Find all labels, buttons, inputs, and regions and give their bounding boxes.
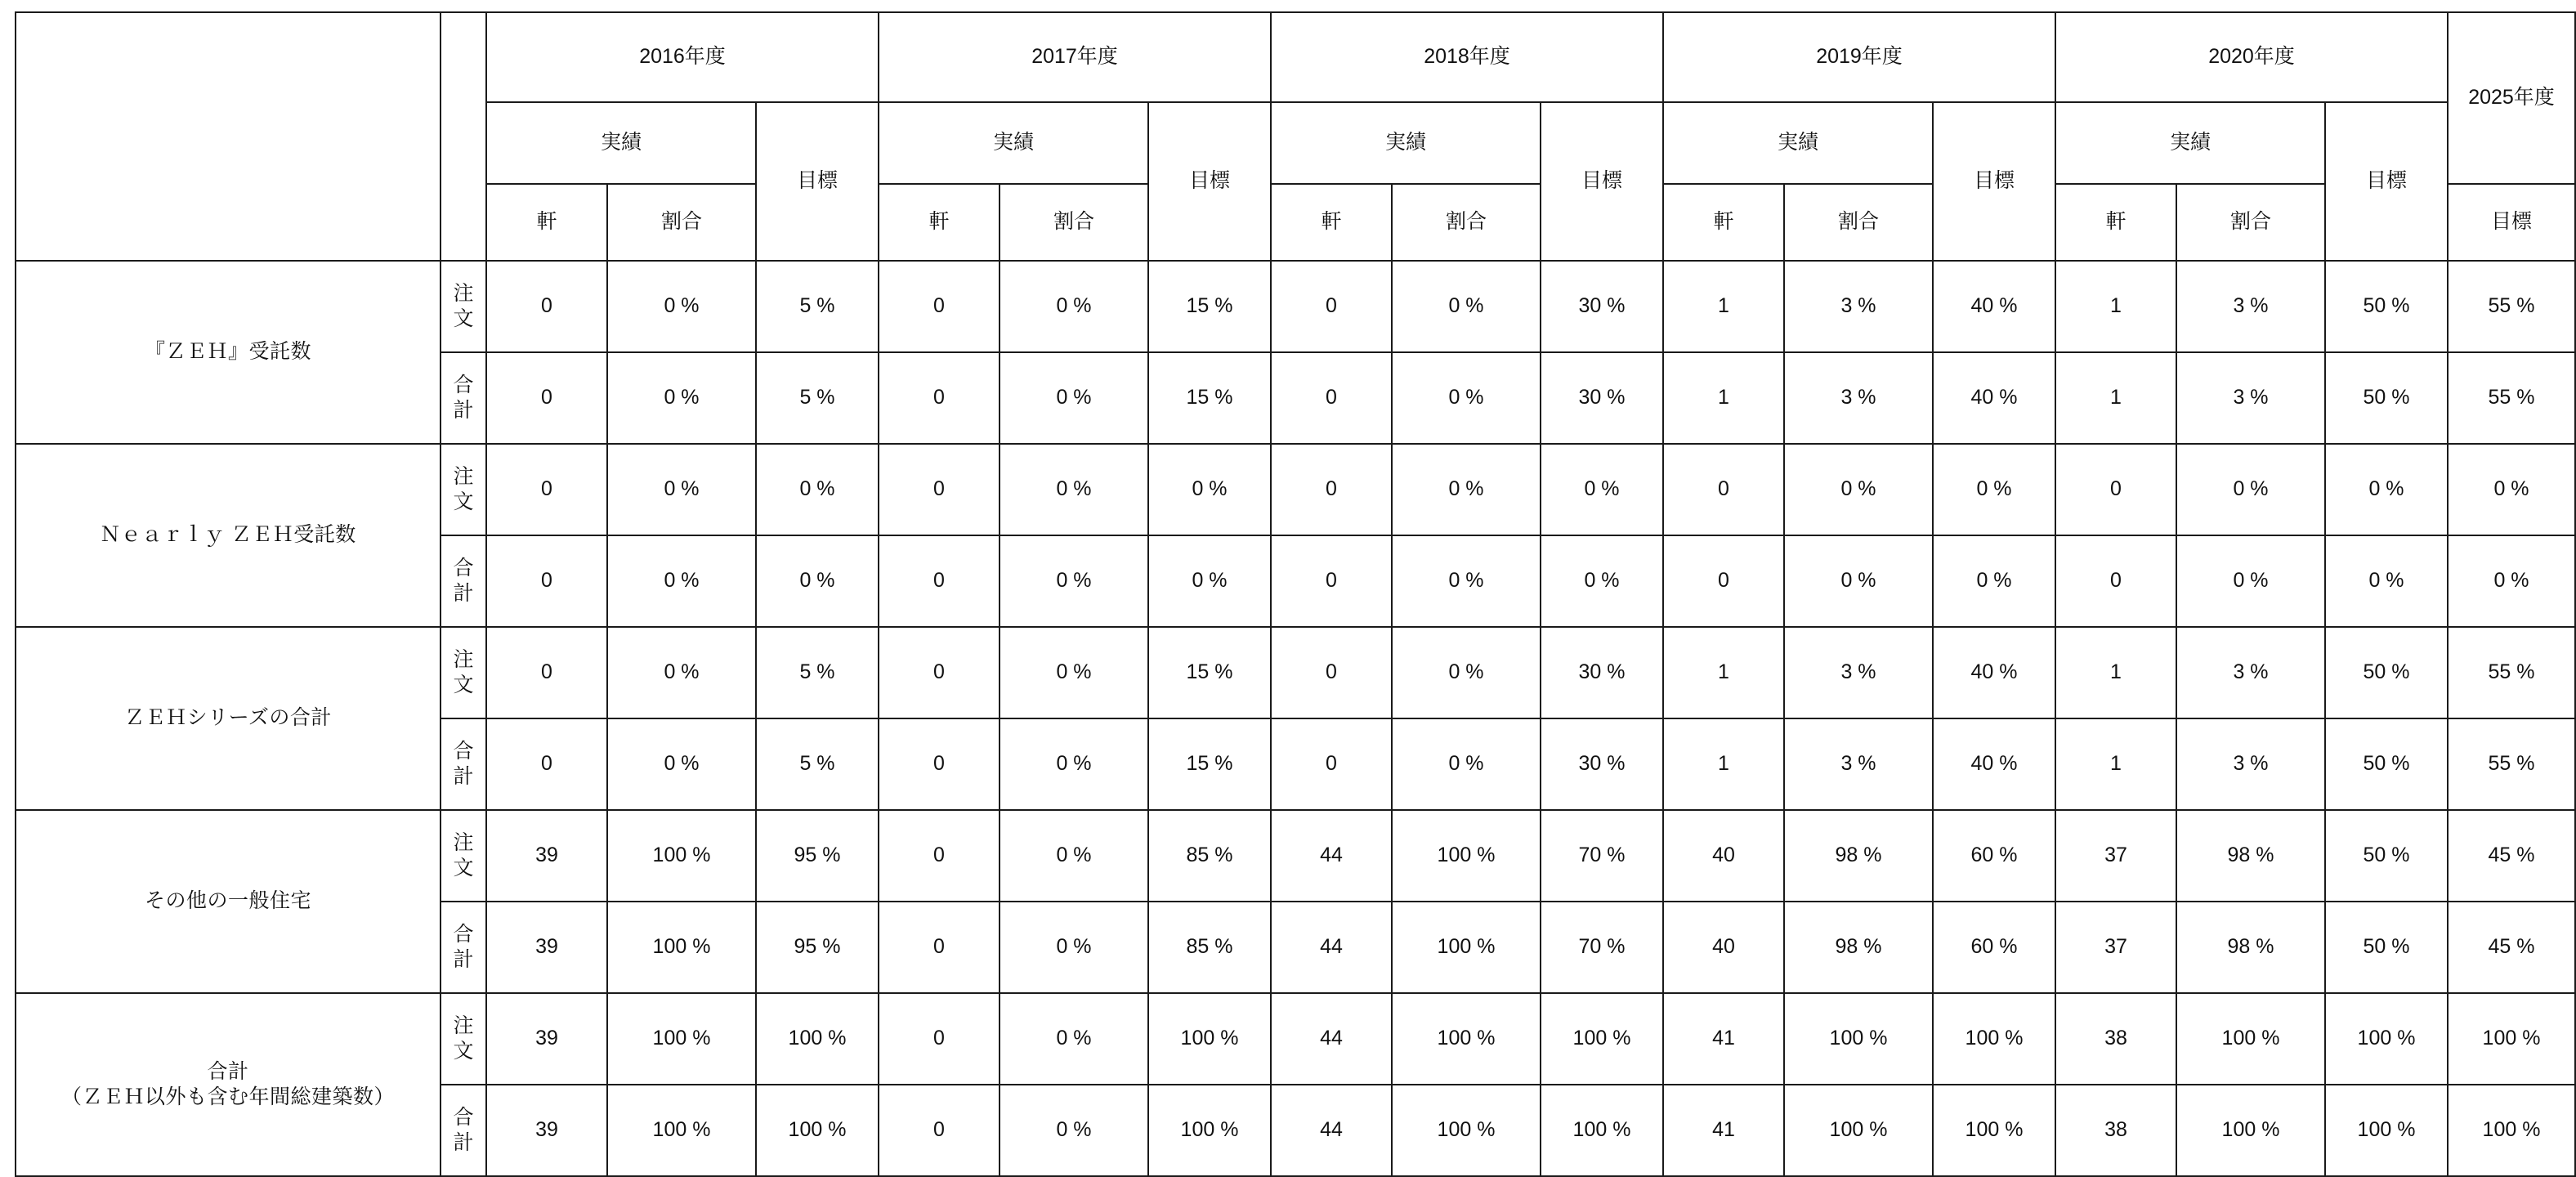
group-header-mokuhyou-2020: 目標 xyxy=(2325,102,2448,261)
cell-value: 45 % xyxy=(2448,902,2575,993)
cell-value: 0 % xyxy=(1784,535,1933,627)
cell-value: 100 % xyxy=(2448,993,2575,1085)
cell-value: 30 % xyxy=(1541,718,1663,810)
cell-value: 100 % xyxy=(607,810,756,902)
cell-value: 1 xyxy=(1663,261,1784,352)
cell-value: 0 xyxy=(486,261,607,352)
cell-value: 100 % xyxy=(2325,1085,2448,1176)
row-type-chumon xyxy=(441,810,486,902)
cell-value: 3 % xyxy=(1784,352,1933,444)
cell-value: 0 xyxy=(486,352,607,444)
cell-value: 3 % xyxy=(1784,627,1933,718)
cell-value: 100 % xyxy=(1392,902,1541,993)
group-header-jisseki-2019: 実績 xyxy=(1663,102,1933,184)
cell-value: 3 % xyxy=(1784,718,1933,810)
cell-value: 44 xyxy=(1271,993,1392,1085)
cell-value: 98 % xyxy=(1784,902,1933,993)
cell-value: 60 % xyxy=(1933,902,2055,993)
cell-value: 5 % xyxy=(756,718,879,810)
cell-value: 38 xyxy=(2055,1085,2176,1176)
cell-value: 50 % xyxy=(2325,810,2448,902)
cell-value: 95 % xyxy=(756,810,879,902)
subheader-ken-2018: 軒 xyxy=(1271,184,1392,261)
cell-value: 0 % xyxy=(1000,810,1148,902)
cell-value: 100 % xyxy=(1541,1085,1663,1176)
cell-value: 0 % xyxy=(1541,535,1663,627)
cell-value: 50 % xyxy=(2325,627,2448,718)
type-char-2: 計 xyxy=(453,1131,474,1154)
type-char-1: 合 xyxy=(453,373,474,396)
type-char-1: 合 xyxy=(453,739,474,763)
cell-value: 0 % xyxy=(607,627,756,718)
row-label-grand-total-line1: 合計 xyxy=(207,1059,249,1083)
cell-value: 0 % xyxy=(2176,535,2325,627)
cell-value: 98 % xyxy=(2176,810,2325,902)
cell-value: 0 xyxy=(1271,627,1392,718)
subheader-mokuhyou-2025: 目標 xyxy=(2448,184,2575,261)
row-type-goukei xyxy=(441,1085,486,1176)
cell-value: 0 % xyxy=(2448,535,2575,627)
cell-value: 50 % xyxy=(2325,261,2448,352)
cell-value: 0 xyxy=(2055,444,2176,535)
cell-value: 1 xyxy=(2055,718,2176,810)
cell-value: 0 % xyxy=(2325,444,2448,535)
row-type-chumon xyxy=(441,444,486,535)
type-char-2: 文 xyxy=(453,857,474,879)
cell-value: 44 xyxy=(1271,1085,1392,1176)
row-type-goukei xyxy=(441,902,486,993)
cell-value: 0 % xyxy=(1392,535,1541,627)
cell-value: 85 % xyxy=(1148,810,1271,902)
cell-value: 100 % xyxy=(1392,810,1541,902)
type-char-1: 注 xyxy=(453,464,474,488)
row-type-chumon xyxy=(441,993,486,1085)
year-header-2018: 2018年度 xyxy=(1271,12,1663,102)
cell-value: 70 % xyxy=(1541,810,1663,902)
subheader-wariai-2018: 割合 xyxy=(1392,184,1541,261)
subheader-wariai-2019: 割合 xyxy=(1784,184,1933,261)
cell-value: 100 % xyxy=(2448,1085,2575,1176)
type-char-1: 合 xyxy=(453,1105,474,1129)
cell-value: 39 xyxy=(486,1085,607,1176)
cell-value: 50 % xyxy=(2325,352,2448,444)
year-header-2020: 2020年度 xyxy=(2055,12,2448,102)
cell-value: 3 % xyxy=(2176,261,2325,352)
header-row-years xyxy=(16,12,2575,102)
cell-value: 5 % xyxy=(756,352,879,444)
table-row xyxy=(16,627,2575,718)
cell-value: 0 xyxy=(879,810,1000,902)
cell-value: 0 % xyxy=(1784,444,1933,535)
subheader-wariai-2020: 割合 xyxy=(2176,184,2325,261)
cell-value: 41 xyxy=(1663,1085,1784,1176)
subheader-wariai-2016: 割合 xyxy=(607,184,756,261)
group-header-jisseki-2016: 実績 xyxy=(486,102,756,184)
subheader-ken-2020: 軒 xyxy=(2055,184,2176,261)
cell-value: 98 % xyxy=(1784,810,1933,902)
cell-value: 3 % xyxy=(2176,352,2325,444)
group-header-jisseki-2017: 実績 xyxy=(879,102,1148,184)
subheader-wariai-2017: 割合 xyxy=(1000,184,1148,261)
group-header-mokuhyou-2019: 目標 xyxy=(1933,102,2055,261)
cell-value: 0 % xyxy=(1000,1085,1148,1176)
cell-value: 0 xyxy=(879,352,1000,444)
cell-value: 55 % xyxy=(2448,627,2575,718)
cell-value: 1 xyxy=(2055,627,2176,718)
cell-value: 100 % xyxy=(1148,993,1271,1085)
cell-value: 0 % xyxy=(2448,444,2575,535)
cell-value: 100 % xyxy=(1933,993,2055,1085)
cell-value: 100 % xyxy=(607,1085,756,1176)
type-char-1: 注 xyxy=(453,1014,474,1037)
cell-value: 0 xyxy=(1271,535,1392,627)
cell-value: 0 % xyxy=(1933,535,2055,627)
cell-value: 39 xyxy=(486,993,607,1085)
cell-value: 0 % xyxy=(1000,444,1148,535)
cell-value: 37 xyxy=(2055,810,2176,902)
cell-value: 1 xyxy=(2055,261,2176,352)
cell-value: 100 % xyxy=(756,993,879,1085)
subheader-ken-2017: 軒 xyxy=(879,184,1000,261)
row-type-goukei xyxy=(441,718,486,810)
cell-value: 3 % xyxy=(2176,627,2325,718)
cell-value: 0 % xyxy=(2176,444,2325,535)
type-char-1: 注 xyxy=(453,830,474,854)
cell-value: 55 % xyxy=(2448,352,2575,444)
cell-value: 30 % xyxy=(1541,627,1663,718)
cell-value: 0 % xyxy=(1148,444,1271,535)
cell-value: 1 xyxy=(1663,718,1784,810)
type-char-1: 合 xyxy=(453,556,474,580)
type-char-2: 文 xyxy=(453,490,474,513)
cell-value: 100 % xyxy=(1784,1085,1933,1176)
table-row xyxy=(16,993,2575,1085)
subheader-ken-2019: 軒 xyxy=(1663,184,1784,261)
cell-value: 100 % xyxy=(2176,1085,2325,1176)
cell-value: 0 xyxy=(879,261,1000,352)
cell-value: 0 % xyxy=(607,444,756,535)
cell-value: 0 % xyxy=(1000,902,1148,993)
cell-value: 100 % xyxy=(607,993,756,1085)
cell-value: 1 xyxy=(1663,627,1784,718)
type-char-2: 計 xyxy=(453,399,474,422)
cell-value: 0 xyxy=(486,718,607,810)
group-header-mokuhyou-2018: 目標 xyxy=(1541,102,1663,261)
cell-value: 40 xyxy=(1663,902,1784,993)
type-char-2: 文 xyxy=(453,674,474,696)
cell-value: 60 % xyxy=(1933,810,2055,902)
cell-value: 39 xyxy=(486,902,607,993)
year-header-2017: 2017年度 xyxy=(879,12,1271,102)
cell-value: 15 % xyxy=(1148,627,1271,718)
cell-value: 15 % xyxy=(1148,352,1271,444)
group-header-mokuhyou-2016: 目標 xyxy=(756,102,879,261)
corner-blank-cell xyxy=(16,12,441,261)
cell-value: 100 % xyxy=(2325,993,2448,1085)
type-char-2: 文 xyxy=(453,307,474,330)
cell-value: 0 % xyxy=(607,718,756,810)
row-label-other-housing: その他の一般住宅 xyxy=(16,810,441,993)
cell-value: 44 xyxy=(1271,902,1392,993)
zeh-results-table xyxy=(15,11,2576,1177)
row-label-grand-total-line2: （ＺＥＨ以外も含む年間総建築数） xyxy=(60,1085,395,1108)
cell-value: 70 % xyxy=(1541,902,1663,993)
cell-value: 0 % xyxy=(1392,627,1541,718)
type-char-2: 文 xyxy=(453,1040,474,1063)
cell-value: 0 xyxy=(1271,718,1392,810)
cell-value: 0 xyxy=(879,535,1000,627)
row-label-zeh-series-total: ＺＥＨシリーズの合計 xyxy=(16,627,441,810)
cell-value: 44 xyxy=(1271,810,1392,902)
cell-value: 95 % xyxy=(756,902,879,993)
cell-value: 0 % xyxy=(1000,993,1148,1085)
year-header-2016: 2016年度 xyxy=(486,12,879,102)
row-type-chumon xyxy=(441,261,486,352)
type-char-2: 計 xyxy=(453,948,474,971)
type-char-1: 注 xyxy=(453,281,474,305)
cell-value: 30 % xyxy=(1541,352,1663,444)
cell-value: 3 % xyxy=(2176,718,2325,810)
cell-value: 0 % xyxy=(1000,352,1148,444)
cell-value: 45 % xyxy=(2448,810,2575,902)
cell-value: 100 % xyxy=(756,1085,879,1176)
cell-value: 98 % xyxy=(2176,902,2325,993)
cell-value: 100 % xyxy=(2176,993,2325,1085)
cell-value: 55 % xyxy=(2448,718,2575,810)
cell-value: 0 % xyxy=(1392,444,1541,535)
cell-value: 100 % xyxy=(1784,993,1933,1085)
cell-value: 0 % xyxy=(1148,535,1271,627)
cell-value: 100 % xyxy=(1541,993,1663,1085)
cell-value: 0 % xyxy=(1392,352,1541,444)
cell-value: 5 % xyxy=(756,627,879,718)
subheader-ken-2016: 軒 xyxy=(486,184,607,261)
cell-value: 5 % xyxy=(756,261,879,352)
corner-type-blank-cell xyxy=(441,12,486,261)
row-type-goukei xyxy=(441,535,486,627)
cell-value: 85 % xyxy=(1148,902,1271,993)
cell-value: 0 xyxy=(879,1085,1000,1176)
group-header-jisseki-2018: 実績 xyxy=(1271,102,1541,184)
cell-value: 39 xyxy=(486,810,607,902)
year-header-2025: 2025年度 xyxy=(2448,12,2575,184)
cell-value: 15 % xyxy=(1148,261,1271,352)
cell-value: 0 xyxy=(486,535,607,627)
cell-value: 0 xyxy=(486,627,607,718)
cell-value: 0 % xyxy=(607,352,756,444)
cell-value: 0 % xyxy=(756,535,879,627)
cell-value: 37 xyxy=(2055,902,2176,993)
cell-value: 0 % xyxy=(1541,444,1663,535)
cell-value: 38 xyxy=(2055,993,2176,1085)
cell-value: 0 xyxy=(879,444,1000,535)
cell-value: 0 xyxy=(1663,444,1784,535)
table-row xyxy=(16,810,2575,902)
cell-value: 0 xyxy=(1271,352,1392,444)
row-type-goukei xyxy=(441,352,486,444)
cell-value: 1 xyxy=(2055,352,2176,444)
row-label-nearly-zeh: Ｎｅａｒｌｙ ＺＥＨ受託数 xyxy=(16,444,441,627)
cell-value: 41 xyxy=(1663,993,1784,1085)
cell-value: 0 % xyxy=(1000,261,1148,352)
group-header-jisseki-2020: 実績 xyxy=(2055,102,2325,184)
cell-value: 100 % xyxy=(1148,1085,1271,1176)
cell-value: 0 % xyxy=(607,261,756,352)
cell-value: 0 % xyxy=(1392,261,1541,352)
cell-value: 0 xyxy=(1271,444,1392,535)
cell-value: 0 xyxy=(1271,261,1392,352)
cell-value: 100 % xyxy=(1933,1085,2055,1176)
year-header-2019: 2019年度 xyxy=(1663,12,2055,102)
cell-value: 0 % xyxy=(607,535,756,627)
cell-value: 40 % xyxy=(1933,627,2055,718)
group-header-mokuhyou-2017: 目標 xyxy=(1148,102,1271,261)
cell-value: 40 % xyxy=(1933,718,2055,810)
table-row xyxy=(16,261,2575,352)
cell-value: 0 % xyxy=(1392,718,1541,810)
cell-value: 50 % xyxy=(2325,718,2448,810)
row-type-chumon xyxy=(441,627,486,718)
cell-value: 0 xyxy=(879,993,1000,1085)
cell-value: 100 % xyxy=(1392,1085,1541,1176)
cell-value: 100 % xyxy=(1392,993,1541,1085)
cell-value: 1 xyxy=(1663,352,1784,444)
cell-value: 100 % xyxy=(607,902,756,993)
cell-value: 30 % xyxy=(1541,261,1663,352)
type-char-1: 注 xyxy=(453,647,474,671)
cell-value: 0 % xyxy=(2325,535,2448,627)
cell-value: 0 % xyxy=(756,444,879,535)
cell-value: 40 xyxy=(1663,810,1784,902)
cell-value: 0 xyxy=(879,902,1000,993)
cell-value: 50 % xyxy=(2325,902,2448,993)
row-label-grand-total xyxy=(16,993,441,1176)
cell-value: 0 xyxy=(2055,535,2176,627)
cell-value: 0 % xyxy=(1000,627,1148,718)
table-row xyxy=(16,444,2575,535)
type-char-1: 合 xyxy=(453,922,474,946)
cell-value: 0 % xyxy=(1933,444,2055,535)
cell-value: 0 xyxy=(879,627,1000,718)
row-label-zeh: 『ＺＥＨ』受託数 xyxy=(16,261,441,444)
cell-value: 55 % xyxy=(2448,261,2575,352)
cell-value: 0 % xyxy=(1000,535,1148,627)
cell-value: 40 % xyxy=(1933,352,2055,444)
cell-value: 3 % xyxy=(1784,261,1933,352)
cell-value: 0 xyxy=(1663,535,1784,627)
cell-value: 40 % xyxy=(1933,261,2055,352)
type-char-2: 計 xyxy=(453,582,474,605)
type-char-2: 計 xyxy=(453,765,474,788)
cell-value: 15 % xyxy=(1148,718,1271,810)
cell-value: 0 % xyxy=(1000,718,1148,810)
cell-value: 0 xyxy=(486,444,607,535)
cell-value: 0 xyxy=(879,718,1000,810)
